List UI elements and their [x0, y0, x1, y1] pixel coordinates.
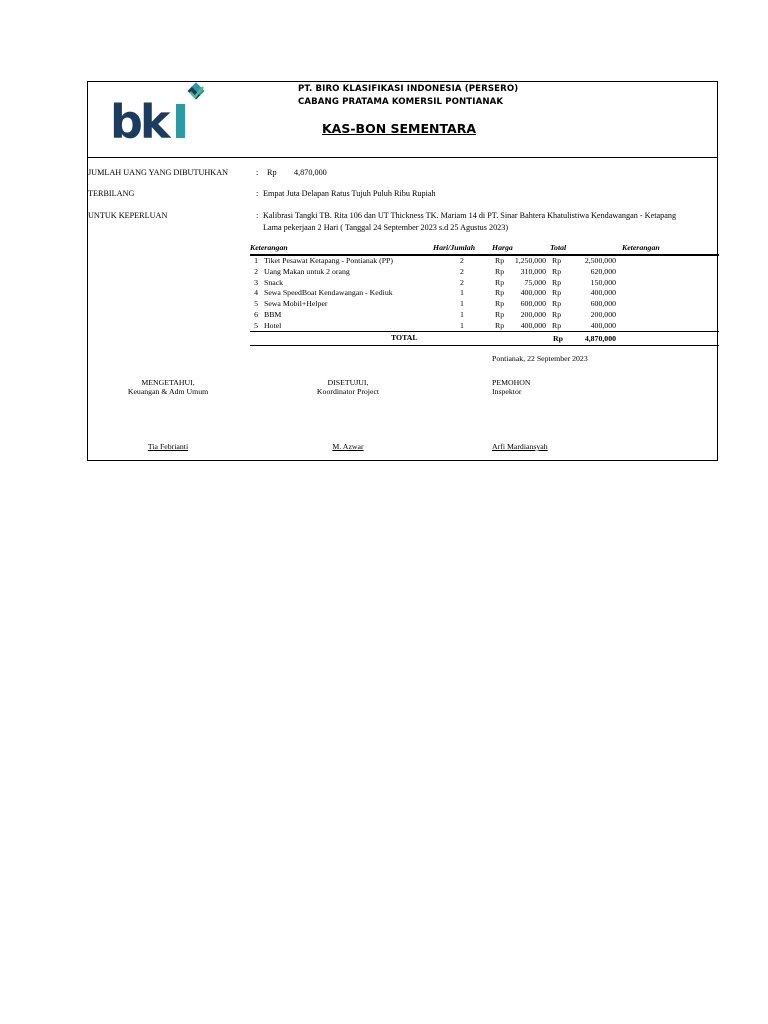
row-no: 5 — [254, 299, 258, 309]
branch-name: CABANG PRATAMA KOMERSIL PONTIANAK — [298, 97, 504, 107]
row-cur1: Rp — [495, 299, 505, 309]
row-cur2: Rp — [552, 310, 562, 319]
amount-currency: Rp — [267, 168, 277, 177]
row-price: 400,000 — [520, 320, 546, 330]
row-total: 200,000 — [590, 310, 616, 319]
row-cur1: Rp — [495, 310, 505, 319]
row-desc: Hotel — [264, 320, 282, 330]
row-no: 4 — [254, 288, 258, 298]
row-cur2: Rp — [552, 256, 562, 265]
row-cur1: Rp — [495, 288, 505, 298]
spelled-colon: : — [256, 189, 259, 198]
sig3-title: PEMOHON — [492, 378, 531, 387]
amount-value: 4,870,000 — [294, 168, 327, 177]
row-desc: Uang Makan untuk 2 orang — [264, 266, 350, 276]
row-cur1: Rp — [495, 266, 505, 276]
header-divider — [88, 157, 717, 158]
row-cur2: Rp — [552, 277, 562, 287]
document-title: KAS-BON SEMENTARA — [322, 121, 477, 136]
row-cur2: Rp — [552, 288, 562, 298]
total-label: TOTAL — [391, 333, 418, 342]
total-value: 4,870,000 — [584, 334, 616, 343]
purpose-line2: Lama pekerjaan 2 Hari ( Tanggal 24 September 2023 s.d 25 Agustus 2023) — [263, 223, 509, 232]
row-cur1: Rp — [495, 277, 505, 287]
row-no: 5 — [254, 320, 258, 330]
sig1-title: MENGETAHUI, — [141, 378, 195, 387]
row-price: 200,000 — [520, 310, 546, 319]
row-total: 620,000 — [590, 266, 616, 276]
row-cur2: Rp — [552, 266, 562, 276]
kasbon-document — [87, 81, 718, 461]
row-qty: 1 — [460, 310, 464, 319]
row-desc: Snack — [264, 277, 284, 287]
row-price: 400,000 — [520, 288, 546, 298]
amount-label: JUMLAH UANG YANG DIBUTUHKAN — [88, 168, 229, 177]
th-description: Keterangan — [250, 243, 288, 252]
row-qty: 2 — [460, 277, 464, 287]
sig2-title: DISETUJUI, — [327, 378, 369, 387]
row-total: 400,000 — [590, 320, 616, 330]
row-qty: 1 — [460, 320, 464, 330]
row-price: 310,000 — [520, 266, 546, 276]
row-desc: Tiket Pesawat Ketapang - Pontianak (PP) — [264, 256, 393, 265]
row-cur1: Rp — [495, 320, 505, 330]
row-cur1: Rp — [495, 256, 505, 265]
sig2-name: M. Azwar — [332, 442, 364, 451]
th-quantity: Hari/Jumlah — [433, 243, 476, 252]
row-cur2: Rp — [552, 299, 562, 309]
row-desc: BBM — [264, 310, 282, 319]
sig3-role: Inspektor — [492, 387, 522, 396]
svg-text:bk: bk — [110, 95, 168, 142]
sig2-role: Koordinator Project — [316, 387, 380, 396]
row-total: 150,000 — [590, 277, 616, 287]
row-total: 2,500,000 — [584, 256, 616, 265]
amount-colon: : — [256, 168, 259, 177]
total-currency: Rp — [553, 334, 563, 343]
th-total: Total — [550, 243, 567, 252]
row-total: 600,000 — [590, 299, 616, 309]
row-no: 3 — [254, 277, 258, 287]
row-desc: Sewa SpeedBoat Kendawangan - Kediuk — [264, 288, 393, 298]
sig1-name: Tia Febrianti — [147, 442, 189, 451]
purpose-line1: Kalibrasi Tangki TB. Rita 106 dan UT Thickness TK. Mariam 14 di PT. Sinar Bahtera Khatulistiwa Kendawangan - Ketapang — [263, 211, 677, 220]
purpose-label: UNTUK KEPERLUAN — [88, 211, 168, 220]
row-price: 1,250,000 — [514, 256, 546, 265]
row-qty: 2 — [460, 266, 464, 276]
row-price: 75,000 — [524, 277, 546, 287]
row-price: 600,000 — [520, 299, 546, 309]
row-qty: 1 — [460, 288, 464, 298]
company-name: PT. BIRO KLASIFIKASI INDONESIA (PERSERO) — [298, 84, 519, 94]
row-cur2: Rp — [552, 320, 562, 330]
row-no: 1 — [254, 256, 258, 265]
row-qty: 1 — [460, 299, 464, 309]
row-no: 2 — [254, 266, 258, 276]
place-date: Pontianak, 22 September 2023 — [492, 354, 588, 363]
row-total: 400,000 — [590, 288, 616, 298]
row-desc: Sewa Mobil+Helper — [264, 299, 328, 309]
sig3-name: Arfi Mardiansyah — [492, 442, 548, 451]
spelled-value: Empat Juta Delapan Ratus Tujuh Puluh Ribu Rupiah — [263, 189, 436, 198]
spelled-label: TERBILANG — [88, 189, 135, 198]
th-note: Keterangan — [622, 243, 660, 252]
bki-logo — [110, 82, 210, 142]
purpose-colon: : — [256, 211, 259, 220]
th-price: Harga — [492, 243, 513, 252]
row-no: 6 — [254, 310, 258, 319]
row-qty: 2 — [460, 256, 464, 265]
table-bottom-rule — [250, 331, 719, 332]
sig1-role: Keuangan & Adm Umum — [127, 387, 209, 396]
total-rule — [250, 345, 719, 346]
